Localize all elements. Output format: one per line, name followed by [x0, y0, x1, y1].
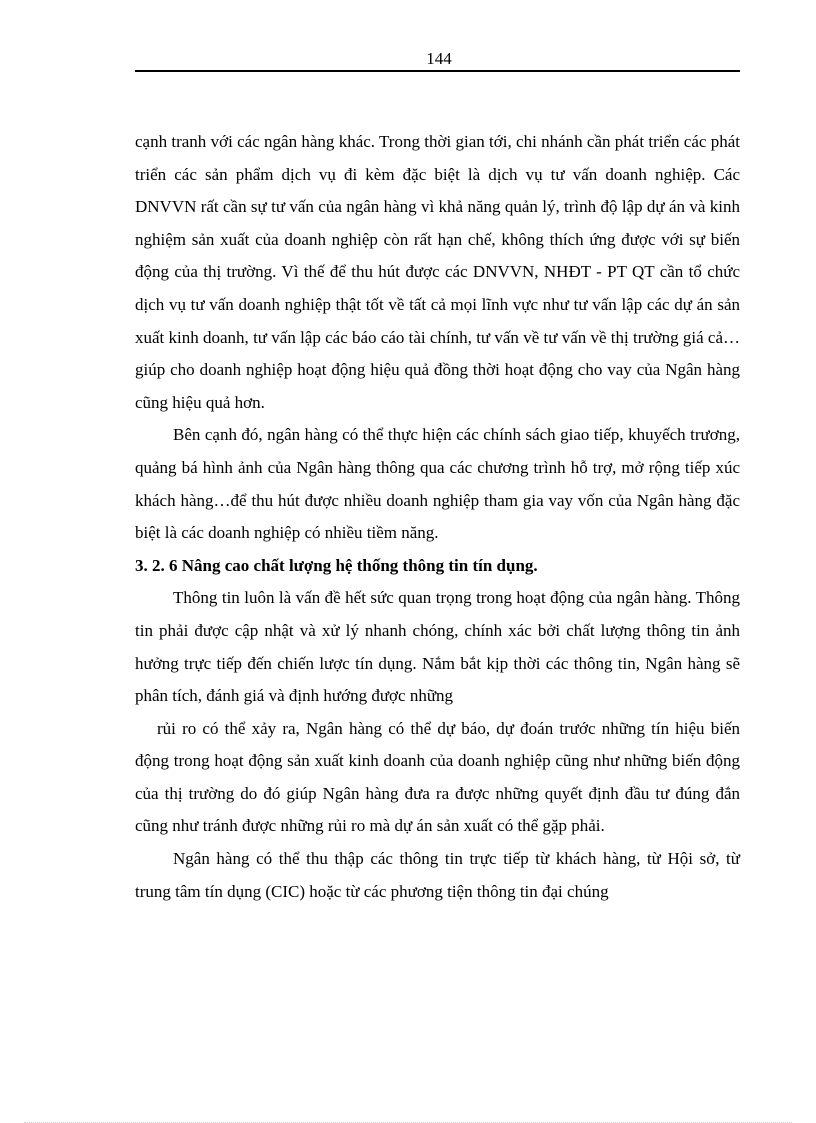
- paragraph-information-sources: Ngân hàng có thể thu thập các thông tin trực tiếp từ khách hàng, từ Hội sở, từ trung tâm tín dụng (CIC) hoặc từ các phương tiện thông tin đại chúng: [135, 849, 740, 901]
- section-heading: 3. 2. 6 Nâng cao chất lượng hệ thống thông tin tín dụng.: [135, 555, 538, 575]
- paragraph-promotion: Bên cạnh đó, ngân hàng có thể thực hiện các chính sách giao tiếp, khuyếch trương, quảng bá hình ảnh của Ngân hàng thông qua các chương trình hỗ trợ, mở rộng tiếp xúc khách hàng…để thu hút được nhiều doanh nghiệp tham gia vay vốn của Ngân hàng đặc biệt là các doanh nghiệp có nhiều tiềm năng.: [135, 425, 740, 543]
- header-rule: [135, 70, 740, 72]
- paragraph-information-importance: Thông tin luôn là vấn đề hết sức quan trọng trong hoạt động của ngân hàng. Thông tin phải được cập nhật và xử lý nhanh chóng, chính xác bởi chất lượng thông tin ảnh hưởng trực tiếp đến chiến lược tín dụng. Nắm bắt kịp thời các thông tin, Ngân hàng sẽ phân tích, đánh giá và định hướng được những: [135, 588, 740, 706]
- document-body: [135, 126, 740, 908]
- paragraph-risk-forecast: rủi ro có thể xảy ra, Ngân hàng có thể dự báo, dự đoán trước những tín hiệu biến động trong hoạt động sản xuất kinh doanh của doanh nghiệp cũng như những biến động của thị trường do đó giúp Ngân hàng đưa ra được những quyết định đầu tư đúng đắn cũng như tránh được những rủi ro mà dự án sản xuất có thể gặp phải.: [135, 718, 740, 836]
- page-number: 144: [426, 49, 452, 68]
- paragraph-competition: cạnh tranh với các ngân hàng khác. Trong thời gian tới, chi nhánh cần phát triển các phát triển các sản phẩm dịch vụ đi kèm đặc biệt là dịch vụ tư vấn doanh nghiệp. Các DNVVN rất cần sự tư vấn của ngân hàng vì khả năng quản lý, trình độ lập dự án và kinh nghiệm sản xuất của doanh nghiệp còn rất hạn chế, không thích ứng được với sự biến động của thị trường. Vì thế để thu hút được các DNVVN, NHĐT - PT QT cần tổ chức dịch vụ tư vấn doanh nghiệp thật tốt về tất cả mọi lĩnh vực như tư vấn lập các dự án sản xuất kinh doanh, tư vấn lập các báo cáo tài chính, tư vấn về tư vấn về thị trường giá cả…giúp cho doanh nghiệp hoạt động hiệu quả đồng thời hoạt động cho vay của Ngân hàng cũng hiệu quả hơn.: [135, 132, 740, 412]
